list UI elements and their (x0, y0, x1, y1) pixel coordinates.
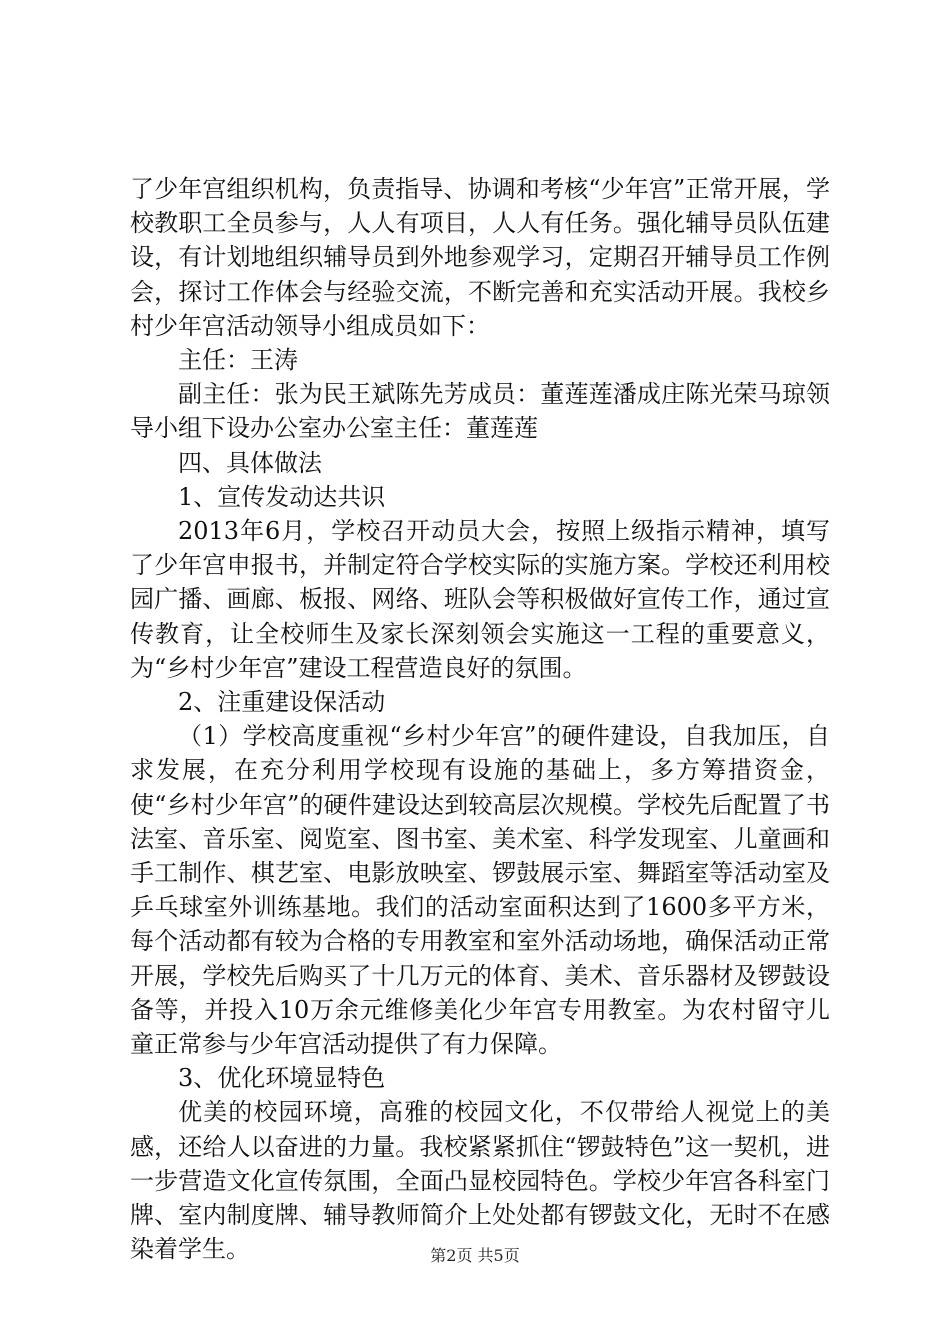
subheading-publicity: 1、宣传发动达共识 (178, 482, 386, 511)
paragraph-environment: 优美的校园环境，高雅的校园文化，不仅带给人视觉上的美感，还给人以奋进的力量。我校紧紧抓住“锣鼓特色”这一契机，进一步营造文化宣传氛围，全面凸显校园特色。学校少年宫各科室门牌、室内制度牌、辅导教师简介上处处都有锣鼓文化，无时不在感染着学生。 (130, 1098, 830, 1264)
page-number-footer: 第2页 共5页 (430, 1246, 520, 1265)
paragraph-organization: 了少年宫组织机构，负责指导、协调和考核“少年宫”正常开展，学校教职工全员参与，人人有项目，人人有任务。强化辅导员队伍建设，有计划地组织辅导员到外地参观学习，定期召开辅导员工作例会，探讨工作体会与经验交流，不断完善和充实活动开展。我校乡村少年宫活动领导小组成员如下： (130, 175, 830, 340)
paragraph-members: 副主任：张为民王斌陈先芳成员：董莲莲潘成庄陈光荣马琼领导小组下设办公室办公室主任：董莲莲 (130, 380, 830, 443)
subheading-environment: 3、优化环境显特色 (178, 1064, 386, 1093)
paragraph-director: 主任：王涛 (178, 346, 298, 375)
document-body (130, 172, 830, 1267)
section-heading-methods: 四、具体做法 (178, 448, 322, 477)
subheading-construction: 2、注重建设保活动 (178, 688, 386, 717)
paragraph-publicity: 2013年6月，学校召开动员大会，按照上级指示精神，填写了少年宫申报书，并制定符合学校实际的实施方案。学校还利用校园广播、画廊、板报、网络、班队会等积极做好宣传工作，通过宣传教育，让全校师生及家长深刻领会实施这一工程的重要意义，为“乡村少年宫”建设工程营造良好的氛围。 (130, 517, 830, 682)
paragraph-construction: （1）学校高度重视“乡村少年宫”的硬件建设，自我加压，自求发展，在充分利用学校现有设施的基础上，多方筹措资金，使“乡村少年宫”的硬件建设达到较高层次规模。学校先后配置了书法室、音乐室、阅览室、图书室、美术室、科学发现室、儿童画和手工制作、棋艺室、电影放映室、锣鼓展示室、舞蹈室等活动室及乒乓球室外训练基地。我们的活动室面积达到了1600多平方米，每个活动都有较为合格的专用教室和室外活动场地，确保活动正常开展，学校先后购买了十几万元的体育、美术、音乐器材及锣鼓设备等，并投入10万余元维修美化少年宫专用教室。为农村留守儿童正常参与少年宫活动提供了有力保障。 (130, 722, 830, 1059)
